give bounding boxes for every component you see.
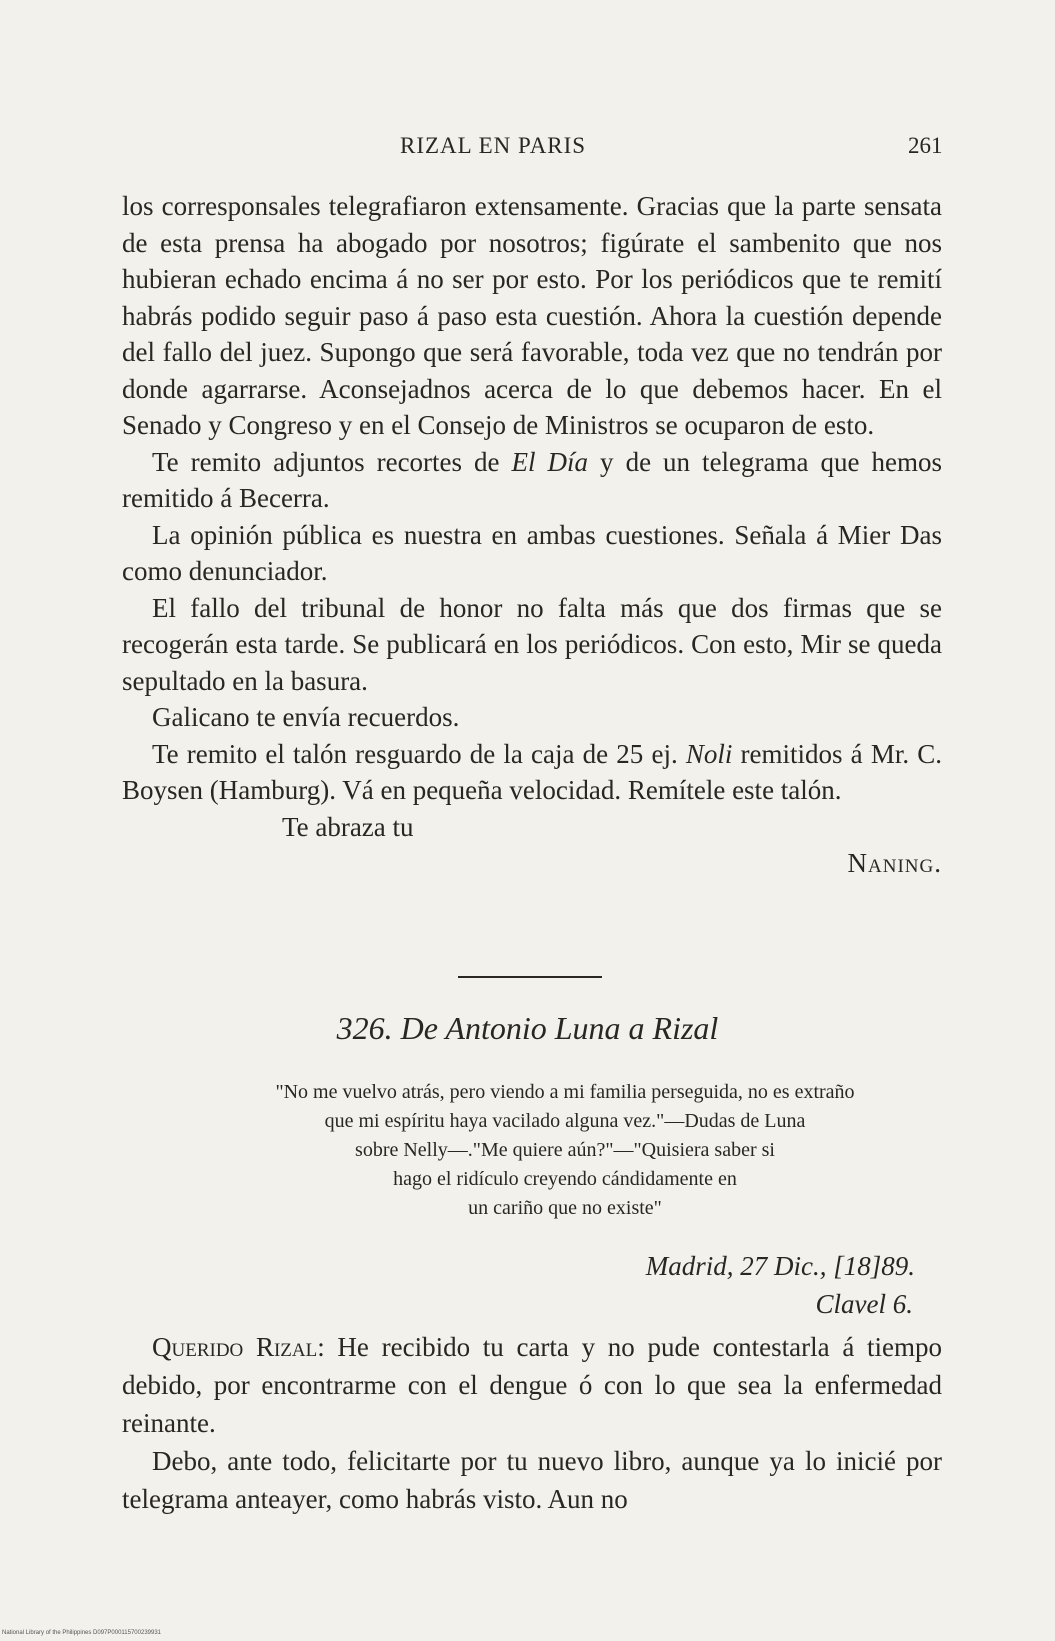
scan-footer: National Library of the Philippines D097P000115700239931 — [2, 1630, 162, 1636]
summary-line: hago el ridículo creyendo cándidamente en — [393, 1168, 737, 1190]
running-title: RIZAL EN PARIS — [400, 133, 587, 158]
closing-line: Te abraza tu — [282, 811, 414, 842]
paragraph: los corresponsales telegrafiaron extensamente. Gracias que la parte sensata de esta prensa ha abogado por nosotros; figúrate el sambenito que nos hubieran echado encima á no ser por esto. Por los periódicos que te remití habrás podido seguir paso á paso esta cuestión. Ahora la cuestión depende del fallo del juez. Supongo que será favorable, toda vez que no tendrán por donde agarrarse. Aconsejadnos acerca de lo que debemos hacer. En el Senado y Congreso y en el Consejo de Ministros se ocuparon de esto. — [122, 191, 942, 440]
page-number: 261 — [908, 133, 943, 158]
summary-line: sobre Nelly—."Me quiere aún?"—"Quisiera saber si — [355, 1139, 775, 1161]
paragraph: Te remito el talón resguardo de la caja de 25 ej. Noli remitidos á Mr. C. Boysen (Hamburg). Vá en pequeña velocidad. Remítele este talón. — [122, 738, 942, 805]
paragraph: Debo, ante todo, felicitarte por tu nuevo libro, aunque ya lo inicié por telegrama anteayer, como habrás visto. Aun no — [122, 1446, 942, 1514]
salutation: Querido Rizal — [152, 1332, 318, 1362]
letter-summary — [180, 1078, 950, 1223]
paragraph: La opinión pública es nuestra en ambas cuestiones. Señala á Mier Das como denunciador. — [122, 519, 942, 586]
section-title: 326. De Antonio Luna a Rizal — [336, 1010, 719, 1046]
paragraph: Querido Rizal: He recibido tu carta y no pude contestarla á tiempo debido, por encontrarme con el dengue ó con lo que sea la enfermedad reinante. — [122, 1332, 942, 1438]
signature: Naning. — [847, 848, 942, 878]
section-divider — [458, 976, 602, 978]
paragraph: Te remito adjuntos recortes de El Día y de un telegrama que hemos remitido á Becerra. — [122, 446, 942, 513]
summary-line: un cariño que no existe" — [468, 1197, 662, 1219]
running-header — [0, 133, 1055, 173]
date-place: Madrid, 27 Dic., [18]89. — [645, 1251, 915, 1281]
paragraph: El fallo del tribunal de honor no falta más que dos firmas que se recogerán esta tarde. Se publicará en los periódicos. Con esto, Mir se queda sepultado en la basura. — [122, 592, 942, 696]
address: Clavel 6. — [815, 1289, 913, 1319]
summary-line: "No me vuelvo atrás, pero viendo a mi familia perseguida, no es extraño — [275, 1081, 855, 1103]
letter-body — [122, 1328, 942, 1518]
summary-line: que mi espíritu haya vacilado alguna vez."—Dudas de Luna — [324, 1110, 806, 1132]
paragraph: Galicano te envía recuerdos. — [152, 702, 460, 732]
letter-continuation — [122, 188, 942, 882]
dateline — [646, 1247, 915, 1323]
